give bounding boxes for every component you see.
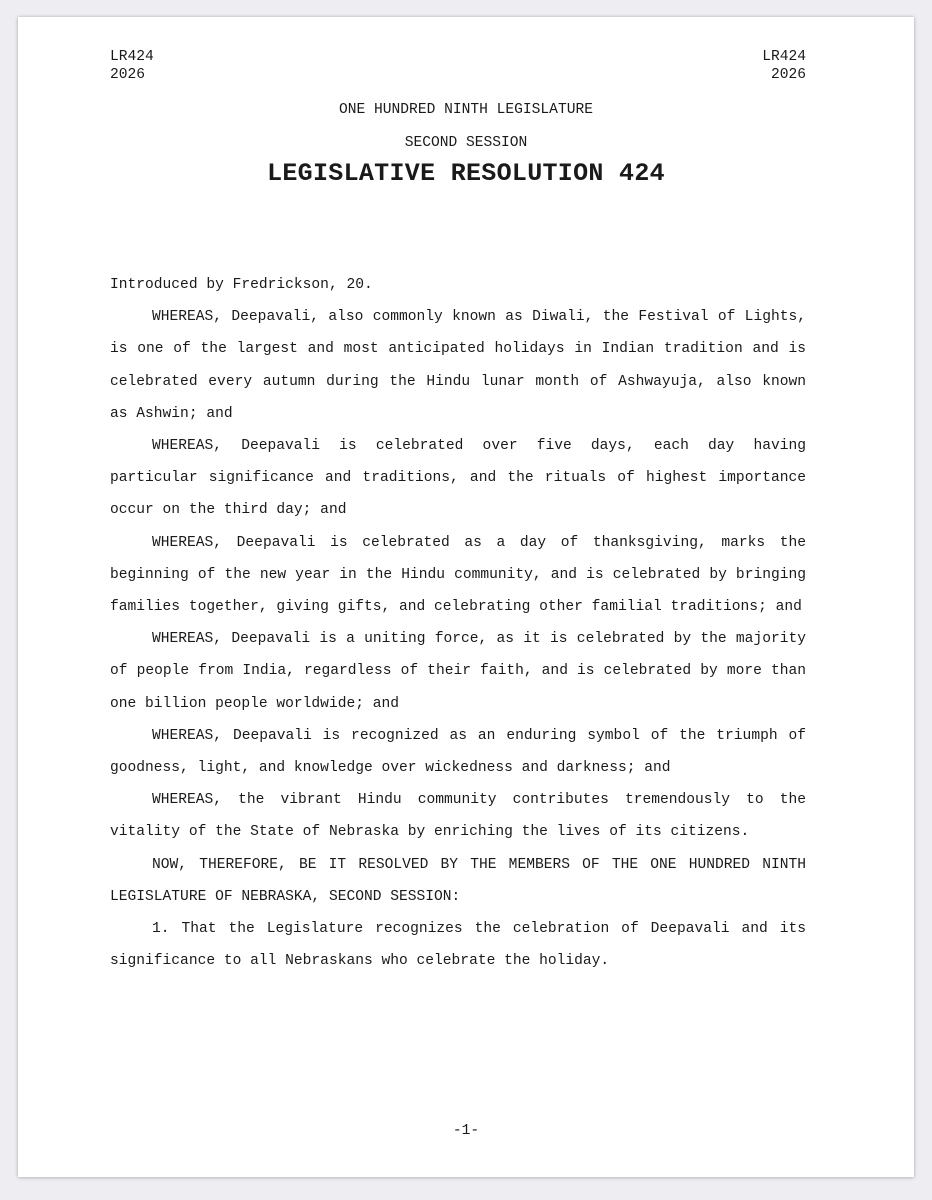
page-title: LEGISLATIVE RESOLUTION 424 — [267, 159, 665, 188]
year-right: 2026 — [770, 67, 806, 83]
session-heading: SECOND SESSION — [404, 135, 528, 151]
resolution-item-1: 1. That the Legislature recognizes the celebration of Deepavali and its significance to all Nebraskans who celebrate the holiday. — [110, 921, 806, 970]
whereas-paragraph-2: WHEREAS, Deepavali is celebrated over five days, each day having particular significance and traditions, and the rituals of highest importance occur on the third day; and — [110, 438, 806, 519]
whereas-paragraph-1: WHEREAS, Deepavali, also commonly known as Diwali, the Festival of Lights, is one of the largest and most anticipated holidays in Indian tradition and is celebrated every autumn during the Hindu lunar month of Ashwayuja, also known as Ashwin; and — [110, 309, 806, 422]
whereas-paragraph-4: WHEREAS, Deepavali is a uniting force, as it is celebrated by the majority of people from India, regardless of their faith, and is celebrated by more than one billion people worldwide; and — [110, 631, 806, 712]
resolution-id-left: LR424 — [110, 49, 154, 65]
page-number: -1- — [452, 1123, 480, 1139]
year-left: 2026 — [110, 67, 146, 83]
resolution-body — [110, 269, 806, 977]
document-page — [18, 17, 914, 1177]
whereas-paragraph-3: WHEREAS, Deepavali is celebrated as a day of thanksgiving, marks the beginning of the new year in the Hindu community, and is celebrated by bringing families together, giving gifts, and celebrating other familial traditions; and — [110, 534, 806, 616]
header-right — [762, 48, 806, 84]
whereas-paragraph-6: WHEREAS, the vibrant Hindu community contributes tremendously to the vitality of the State of Nebraska by enriching the lives of its citizens. — [110, 792, 806, 841]
legislature-heading: ONE HUNDRED NINTH LEGISLATURE — [339, 102, 593, 118]
resolved-clause: NOW, THEREFORE, BE IT RESOLVED BY THE MEMBERS OF THE ONE HUNDRED NINTH LEGISLATURE OF NEBRASKA, SECOND SESSION: — [110, 856, 806, 905]
header-left — [110, 48, 154, 84]
whereas-paragraph-5: WHEREAS, Deepavali is recognized as an enduring symbol of the triumph of goodness, light, and knowledge over wickedness and darkness; and — [110, 727, 806, 777]
resolution-id-right: LR424 — [762, 49, 806, 65]
introduced-line: Introduced by Fredrickson, 20. — [110, 277, 373, 293]
